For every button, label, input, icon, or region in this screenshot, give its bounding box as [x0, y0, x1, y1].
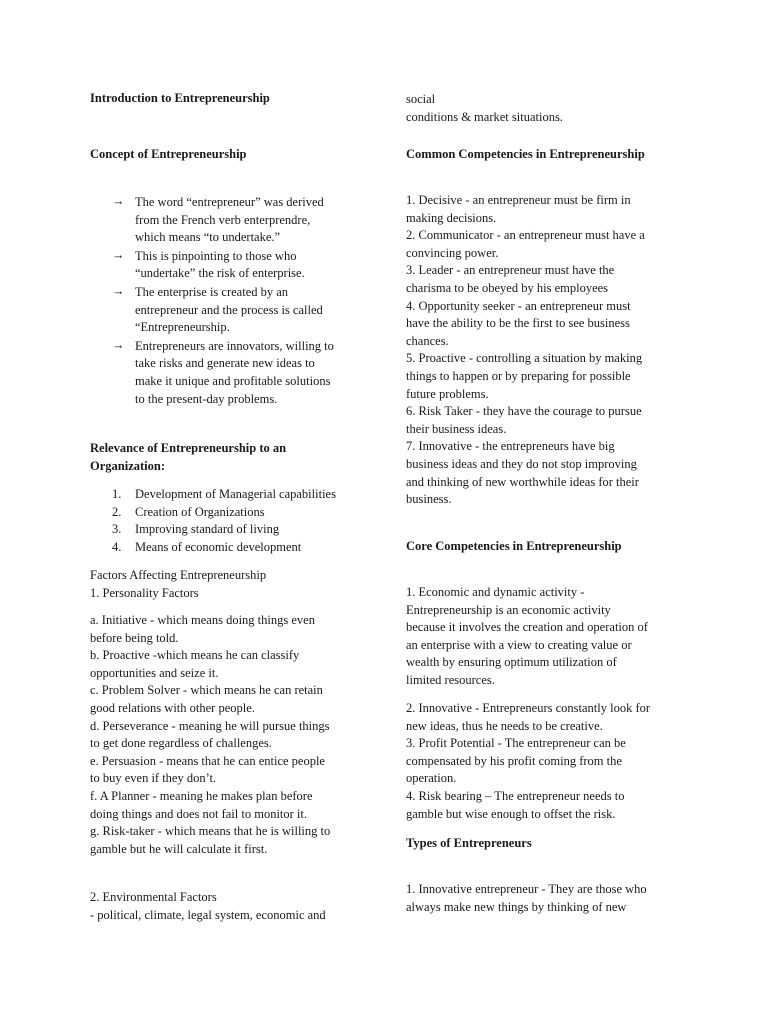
list-item: e. Persuasion - means that he can entice people to buy even if they don’t.	[90, 753, 325, 786]
personality-list	[90, 612, 330, 858]
core-competencies-heading: Core Competencies in Entrepreneurship	[406, 539, 622, 553]
list-item: 4. Risk bearing – The entrepreneur needs to gamble but wise enough to offset the risk.	[406, 788, 625, 821]
list-item: 4. Opportunity seeker - an entrepreneur must have the ability to be the first to see business chances.	[406, 298, 631, 348]
document-title: Introduction to Entrepreneurship	[90, 91, 270, 105]
concept-heading: Concept of Entrepreneurship	[90, 147, 247, 161]
concept-bullet: → The word “entrepreneur” was derived from the French verb enterprendre, which means “to undertake.”	[112, 194, 324, 245]
list-item: 2. Communicator - an entrepreneur must have a convincing power.	[406, 228, 645, 260]
relevance-list	[90, 486, 380, 556]
concept-bullet: → Entrepreneurs are innovators, willing to take risks and generate new ideas to make it unique and profitable solutions to the present-day problems.	[112, 337, 334, 406]
concept-bullet: → The enterprise is created by an entrepreneur and the process is called “Entrepreneurship.	[112, 283, 323, 335]
environmental-section	[90, 889, 326, 924]
list-item: g. Risk-taker - which means that he is willing to gamble but he will calculate it first.	[90, 824, 331, 856]
list-item: 6. Risk Taker - they have the courage to pursue their business ideas.	[406, 404, 642, 436]
list-item: 5. Proactive - controlling a situation by making things to happen or by preparing for possible future problems.	[406, 351, 643, 401]
environmental-text: - political, climate, legal system, economic and	[90, 907, 326, 922]
list-item: 3. Leader - an entrepreneur must have the charisma to be obeyed by his employees	[406, 263, 615, 295]
list-item: c. Problem Solver - which means he can retain good relations with other people.	[90, 683, 323, 715]
environmental-title: 2. Environmental Factors	[90, 890, 217, 904]
continuation-text: social conditions & market situations.	[406, 92, 563, 124]
list-item: 2. Innovative - Entrepreneurs constantly look for new ideas, thus he needs to be creative.	[406, 701, 651, 733]
list-item: b. Proactive -which means he can classify opportunities and seize it.	[90, 648, 300, 680]
concept-bullet-list	[90, 194, 380, 409]
list-item: 1. Development of Managerial capabilities	[112, 487, 336, 501]
list-item: 1. Decisive - an entrepreneur must be firm in making decisions.	[406, 193, 631, 225]
personality-title: 1. Personality Factors	[90, 585, 199, 600]
list-item: 2. Creation of Organizations	[112, 504, 265, 519]
types-heading: Types of Entrepreneurs	[406, 836, 532, 850]
list-item: 7. Innovative - the entrepreneurs have big business ideas and they do not stop improving and thinking of new worthwhile ideas for their business.	[406, 439, 639, 507]
concept-bullet: → This is pinpointing to those who “undertake” the risk of enterprise.	[112, 247, 305, 281]
list-item: d. Perseverance - meaning he will pursue things to get done regardless of challenges.	[90, 718, 330, 751]
common-competencies-heading: Common Competencies in Entrepreneurship	[406, 147, 645, 161]
arrow-icon: →	[112, 283, 125, 298]
arrow-icon: →	[112, 247, 125, 262]
list-item: a. Initiative - which means doing things even before being told.	[90, 613, 315, 645]
factors-section	[90, 567, 266, 602]
list-item: 3. Profit Potential - The entrepreneur can be compensated by his profit coming from the operation.	[406, 736, 626, 786]
relevance-heading: Relevance of Entrepreneurship to an Organization:	[90, 441, 287, 473]
list-item: 4. Means of economic development	[112, 539, 302, 554]
core-competencies-first: 1. Economic and dynamic activity - Entrepreneurship is an economic activity because it involves the creation and operation of an enterprise with a view to creating value or wealth by ensuring optimum utilization of limited resources.	[406, 585, 648, 687]
factors-title: Factors Affecting Entrepreneurship	[90, 568, 267, 582]
types-first: 1. Innovative entrepreneur - They are those who always make new things by thinking of new	[406, 882, 647, 914]
list-item: 3. Improving standard of living	[112, 522, 280, 537]
list-item: f. A Planner - meaning he makes plan before doing things and does not fail to monitor it.	[90, 788, 313, 821]
arrow-icon: →	[112, 194, 125, 208]
arrow-icon: →	[112, 337, 125, 352]
core-competencies-list	[406, 700, 650, 823]
common-competencies-list	[406, 192, 645, 509]
